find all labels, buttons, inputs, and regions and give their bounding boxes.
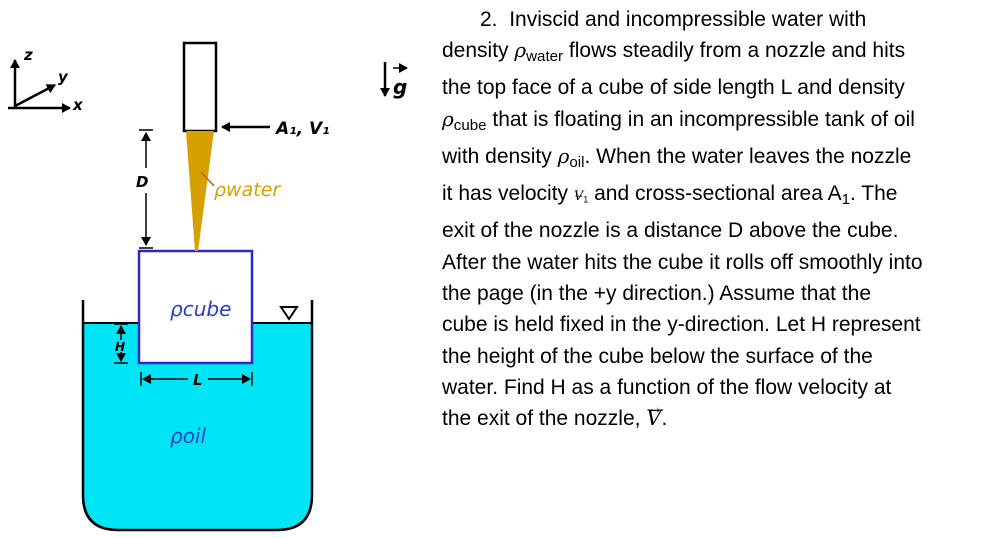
text-fragment: density <box>442 39 515 63</box>
problem-line <box>442 215 982 246</box>
x-axis-label: x <box>73 96 83 114</box>
nozzle-exit-annotation <box>222 119 330 139</box>
problem-line <box>442 247 982 278</box>
text-fragment: the page (in the +y direction.) Assume that the <box>442 281 872 305</box>
problem-statement <box>442 4 982 434</box>
v1-subscript: 1 <box>583 194 589 205</box>
y-axis-label: y <box>58 68 68 86</box>
text-fragment: that is floating in an incompressible tank of oil <box>486 107 915 131</box>
jet-density-label: ρwater <box>214 179 281 201</box>
problem-line <box>442 372 982 403</box>
z-axis-label: z <box>24 46 33 64</box>
rho-symbol: ρ <box>442 106 454 131</box>
line-1: Inviscid and incompressible water with <box>509 8 867 31</box>
v-vector-symbol: → V <box>646 406 661 430</box>
distance-label: D <box>136 173 149 191</box>
text-fragment: cube is held fixed in the y-direction. Let H represent <box>442 313 921 337</box>
text-fragment: After the water hits the cube it rolls off smoothly into <box>442 250 923 274</box>
gravity-label: g <box>393 75 408 99</box>
oil-density-label: ρoil <box>170 424 207 448</box>
rho-symbol: ρ <box>557 143 570 168</box>
problem-line <box>442 104 982 141</box>
length-label: L <box>193 371 203 389</box>
problem-line <box>442 4 982 35</box>
problem-line <box>442 278 982 309</box>
text-fragment: the exit of the nozzle, <box>442 407 647 431</box>
y-axis <box>15 85 55 106</box>
text-fragment: it has velocity <box>442 181 574 205</box>
text-fragment: with density <box>442 144 558 168</box>
cube <box>139 251 252 363</box>
nozzle <box>184 43 216 131</box>
problem-line <box>442 341 982 372</box>
nozzle-body <box>184 43 216 131</box>
text-fragment: water. Find H as a function of the flow velocity at <box>442 375 892 399</box>
cube-subscript: cube <box>453 116 487 134</box>
water-jet <box>186 131 281 251</box>
text-fragment: . When the water leaves the nozzle <box>584 144 912 168</box>
height-label: H <box>115 340 126 354</box>
text-fragment: flows steadily from a nozzle and hits <box>563 39 906 63</box>
problem-number: 2. <box>480 8 498 31</box>
problem-line <box>442 403 982 434</box>
water-subscript: water <box>526 48 564 66</box>
text-fragment: . The <box>850 181 898 205</box>
problem-line <box>442 72 982 103</box>
jet-stream <box>186 131 214 251</box>
problem-line <box>442 309 982 340</box>
problem-line <box>442 178 982 216</box>
a1-subscript: 1 <box>841 190 851 208</box>
text-fragment: . <box>661 407 668 431</box>
coordinate-axes <box>8 46 84 114</box>
text-fragment: and cross-sectional area A <box>588 181 842 205</box>
gravity-indicator <box>385 62 407 99</box>
oil-subscript: oil <box>569 153 585 171</box>
problem-line <box>442 141 982 178</box>
text-fragment: the top face of a cube of side length L and density <box>442 76 905 100</box>
distance-dimension <box>136 130 153 248</box>
cube-density-label: ρcube <box>170 297 232 321</box>
problem-line <box>442 35 982 72</box>
text-fragment: the height of the cube below the surface of the <box>442 344 873 368</box>
rho-symbol: ρ <box>514 38 527 63</box>
v1-vector-symbol: → V <box>574 189 583 204</box>
free-surface-icon <box>281 307 297 319</box>
nozzle-exit-label: A₁, V₁ <box>276 119 330 139</box>
text-fragment: exit of the nozzle is a distance D above the cube. <box>442 219 899 243</box>
